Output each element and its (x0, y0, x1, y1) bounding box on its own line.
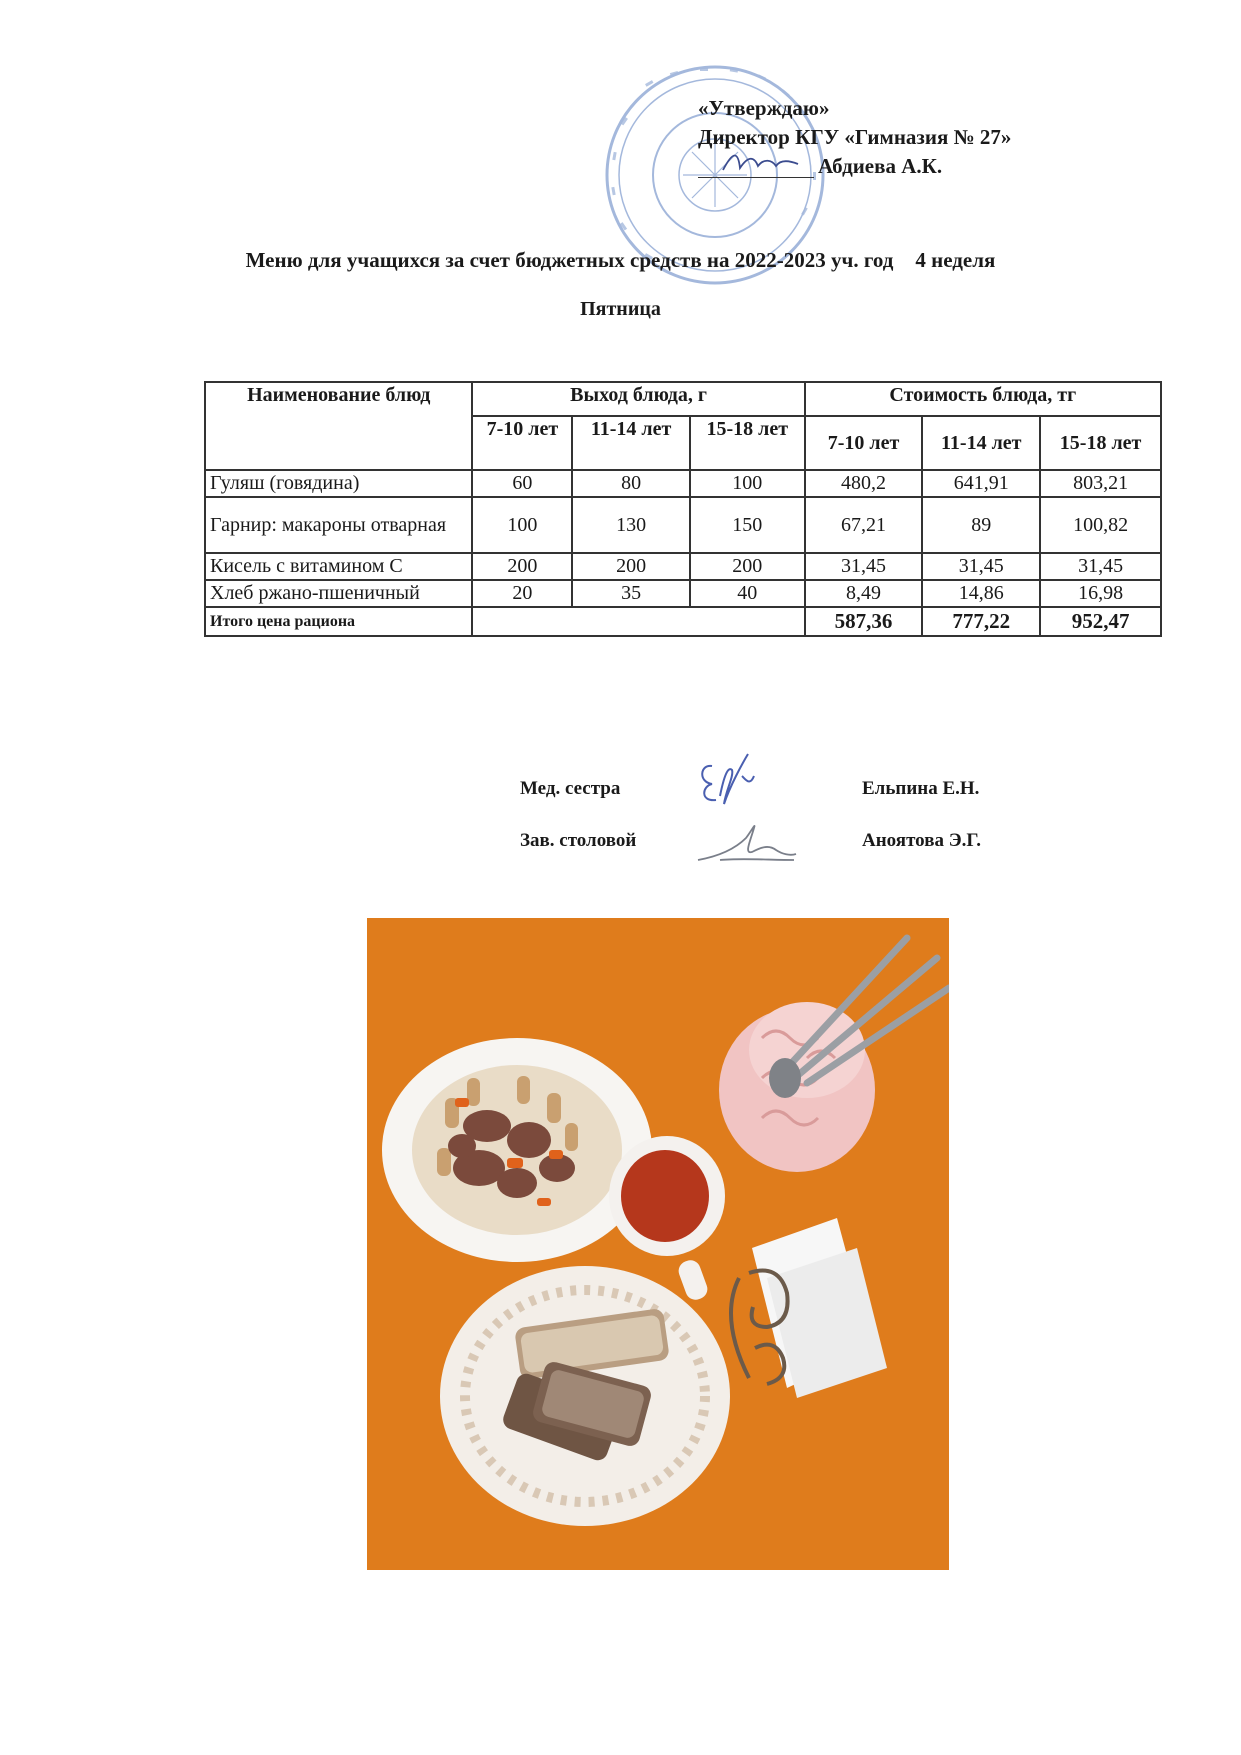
header-yield-age-3: 15-18 лет (690, 416, 805, 470)
cost-cell: 14,86 (922, 580, 1040, 607)
cost-cell: 16,98 (1040, 580, 1161, 607)
yield-cell: 130 (572, 497, 690, 553)
yield-cell: 100 (690, 470, 805, 497)
yield-cell: 200 (472, 553, 572, 580)
yield-cell: 40 (690, 580, 805, 607)
menu-table (204, 381, 1162, 637)
table-row (205, 470, 1161, 497)
header-cost-age-1: 7-10 лет (805, 416, 923, 470)
director-signature-icon (718, 146, 808, 178)
dish-name: Гуляш (говядина) (205, 470, 472, 497)
approval-heading: «Утверждаю» (698, 96, 830, 120)
total-cost-cell: 952,47 (1040, 607, 1161, 636)
cost-cell: 67,21 (805, 497, 923, 553)
cost-cell: 480,2 (805, 470, 923, 497)
meal-photo (367, 918, 949, 1570)
cost-cell: 31,45 (805, 553, 923, 580)
table-row (205, 580, 1161, 607)
cost-cell: 641,91 (922, 470, 1040, 497)
total-empty-cell (472, 607, 804, 636)
cost-cell: 89 (922, 497, 1040, 553)
yield-cell: 200 (572, 553, 690, 580)
approval-block (698, 94, 1011, 181)
dish-name: Кисель с витамином С (205, 553, 472, 580)
header-yield: Выход блюда, г (472, 382, 804, 416)
yield-cell: 200 (690, 553, 805, 580)
director-position: Директор КГУ «Гимназия № 27» (698, 125, 1012, 149)
signature-name: Ельпина Е.Н. (862, 778, 980, 799)
header-yield-age-2: 11-14 лет (572, 416, 690, 470)
signature-role: Мед. сестра (520, 778, 621, 799)
cost-cell: 803,21 (1040, 470, 1161, 497)
header-dish-name: Наименование блюд (205, 382, 472, 470)
goulash-plate (382, 1038, 652, 1262)
table-row (205, 553, 1161, 580)
day-label: Пятница (580, 298, 661, 320)
director-name: Абдиева А.К. (818, 154, 943, 178)
header-cost-age-3: 15-18 лет (1040, 416, 1161, 470)
dish-name: Хлеб ржано-пшеничный (205, 580, 472, 607)
total-cost-cell: 777,22 (922, 607, 1040, 636)
signature-role: Зав. столовой (520, 830, 637, 851)
total-label: Итого цена рациона (205, 607, 472, 636)
bread-basket (440, 1266, 730, 1526)
page-title (0, 248, 1241, 273)
signatures-block (520, 770, 1020, 874)
canteen-head-signature-icon (690, 798, 800, 868)
director-signature-line (698, 152, 1011, 181)
week-label: 4 неделя (915, 248, 996, 272)
signature-row (520, 822, 1020, 874)
yield-cell: 20 (472, 580, 572, 607)
signature-name: Аноятова Э.Г. (862, 830, 982, 851)
dish-name: Гарнир: макароны отварная (205, 497, 472, 553)
yield-cell: 150 (690, 497, 805, 553)
table-row (205, 497, 1161, 553)
total-cost-cell: 587,36 (805, 607, 923, 636)
yield-cell: 35 (572, 580, 690, 607)
yield-cell: 60 (472, 470, 572, 497)
total-row (205, 607, 1161, 636)
title-text: Меню для учащихся за счет бюджетных средств на 2022-2023 уч. год (245, 248, 894, 272)
cost-cell: 8,49 (805, 580, 923, 607)
header-yield-age-1: 7-10 лет (472, 416, 572, 470)
header-cost: Стоимость блюда, тг (805, 382, 1161, 416)
cost-cell: 31,45 (922, 553, 1040, 580)
header-cost-age-2: 11-14 лет (922, 416, 1040, 470)
cost-cell: 100,82 (1040, 497, 1161, 553)
cost-cell: 31,45 (1040, 553, 1161, 580)
yield-cell: 80 (572, 470, 690, 497)
yield-cell: 100 (472, 497, 572, 553)
table-header-row (205, 382, 1161, 416)
